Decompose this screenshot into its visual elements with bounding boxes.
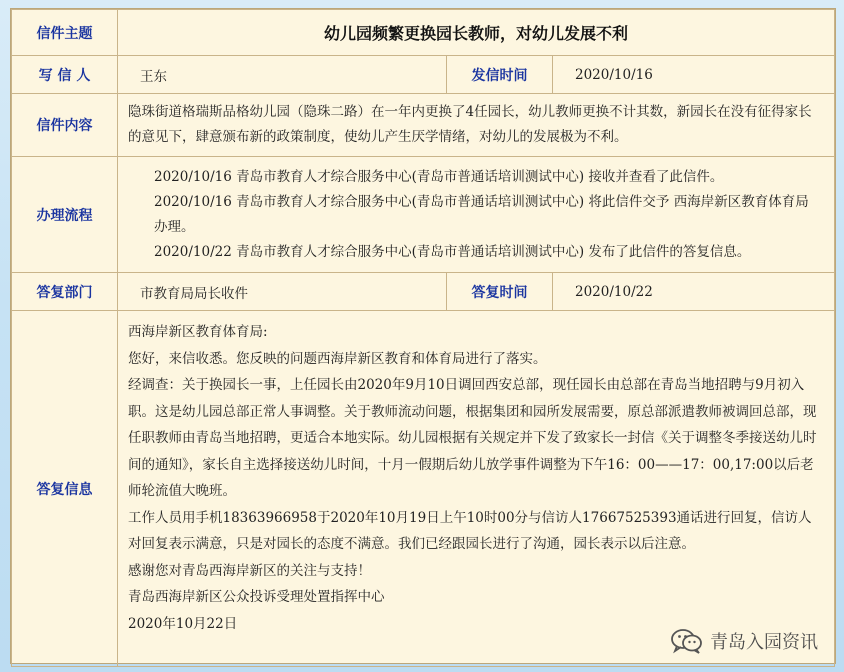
wechat-icon — [670, 628, 704, 654]
send-time-label: 发信时间 — [447, 56, 553, 94]
reply-line: 西海岸新区教育体育局: — [128, 324, 268, 340]
letter-subject: 幼儿园频繁更换园长教师，对幼儿发展不利 — [118, 10, 835, 56]
writer-row — [12, 56, 835, 94]
reply-dept-value: 市教育局局长收件 — [118, 273, 447, 311]
reply-line: 您好，来信收悉。您反映的问题西海岸新区教育和体育局进行了落实。 — [128, 350, 547, 367]
send-time-value: 2020/10/16 — [553, 56, 835, 94]
writer-value: 王东 — [118, 56, 447, 94]
reply-info-label: 答复信息 — [12, 311, 118, 667]
letter-table-frame — [10, 8, 836, 664]
reply-line: 青岛西海岸新区公众投诉受理处置指挥中心 — [128, 589, 385, 605]
reply-time-label: 答复时间 — [447, 273, 553, 311]
process-step: 2020/10/16 青岛市教育人才综合服务中心(青岛市普通话培训测试中心) 接收并查看了此信件。 — [154, 168, 724, 185]
content-row — [12, 94, 835, 157]
process-step: 2020/10/16 青岛市教育人才综合服务中心(青岛市普通话培训测试中心) 将此信件交予 西海岸新区教育体育局 办理。 — [154, 193, 809, 235]
reply-body — [118, 311, 835, 667]
reply-line: 经调查：关于换园长一事，上任园长由2020年9月10日调回西安总部，现任园长由总部在青岛当地招聘与9月初入职。这是幼儿园总部正常人事调整。关于教师流动问题，根据集团和园所发展需要，原总部派遣教师被调回总部，现任职教师由青岛当地招聘，更适合本地实际。幼儿园根据有关规定并下发了致家长一封信《关于调整冬季接送幼儿时间的通知》，家长自主选择接送幼儿时间，十月一假期后幼儿放学事件调整为下午16：00——17：00,17:00以后老师轮流值大晚班。 — [128, 377, 817, 499]
watermark — [670, 628, 818, 654]
process-step: 2020/10/22 青岛市教育人才综合服务中心(青岛市普通话培训测试中心) 发布了此信件的答复信息。 — [154, 243, 751, 260]
reply-line: 感谢您对青岛西海岸新区的关注与支持！ — [128, 562, 371, 579]
reply-dept-label: 答复部门 — [12, 273, 118, 311]
reply-dept-row — [12, 273, 835, 311]
content-label: 信件内容 — [12, 94, 118, 157]
watermark-text: 青岛入园资讯 — [710, 632, 818, 653]
subject-row — [12, 10, 835, 56]
process-row — [12, 157, 835, 273]
process-label: 办理流程 — [12, 157, 118, 273]
letter-table — [11, 9, 835, 667]
reply-line: 2020年10月22日 — [128, 615, 238, 632]
reply-time-value: 2020/10/22 — [553, 273, 835, 311]
writer-label: 写 信 人 — [12, 56, 118, 94]
letter-content: 隐珠街道格瑞斯品格幼儿园（隐珠二路）在一年内更换了4任园长，幼儿教师更换不计其数，新园长在没有征得家长的意见下，肆意颁布新的政策制度，使幼儿产生厌学情绪，对幼儿的发展极为不利。 — [118, 94, 835, 157]
reply-line: 工作人员用手机18363966958于2020年10月19日上午10时00分与信访人17667525393通话进行回复，信访人对回复表示满意，只是对园长的态度不满意。我们已经跟园长进行了沟通，园长表示以后注意。 — [128, 509, 812, 552]
process-list — [118, 157, 835, 273]
subject-label: 信件主题 — [12, 10, 118, 56]
reply-row — [12, 311, 835, 667]
